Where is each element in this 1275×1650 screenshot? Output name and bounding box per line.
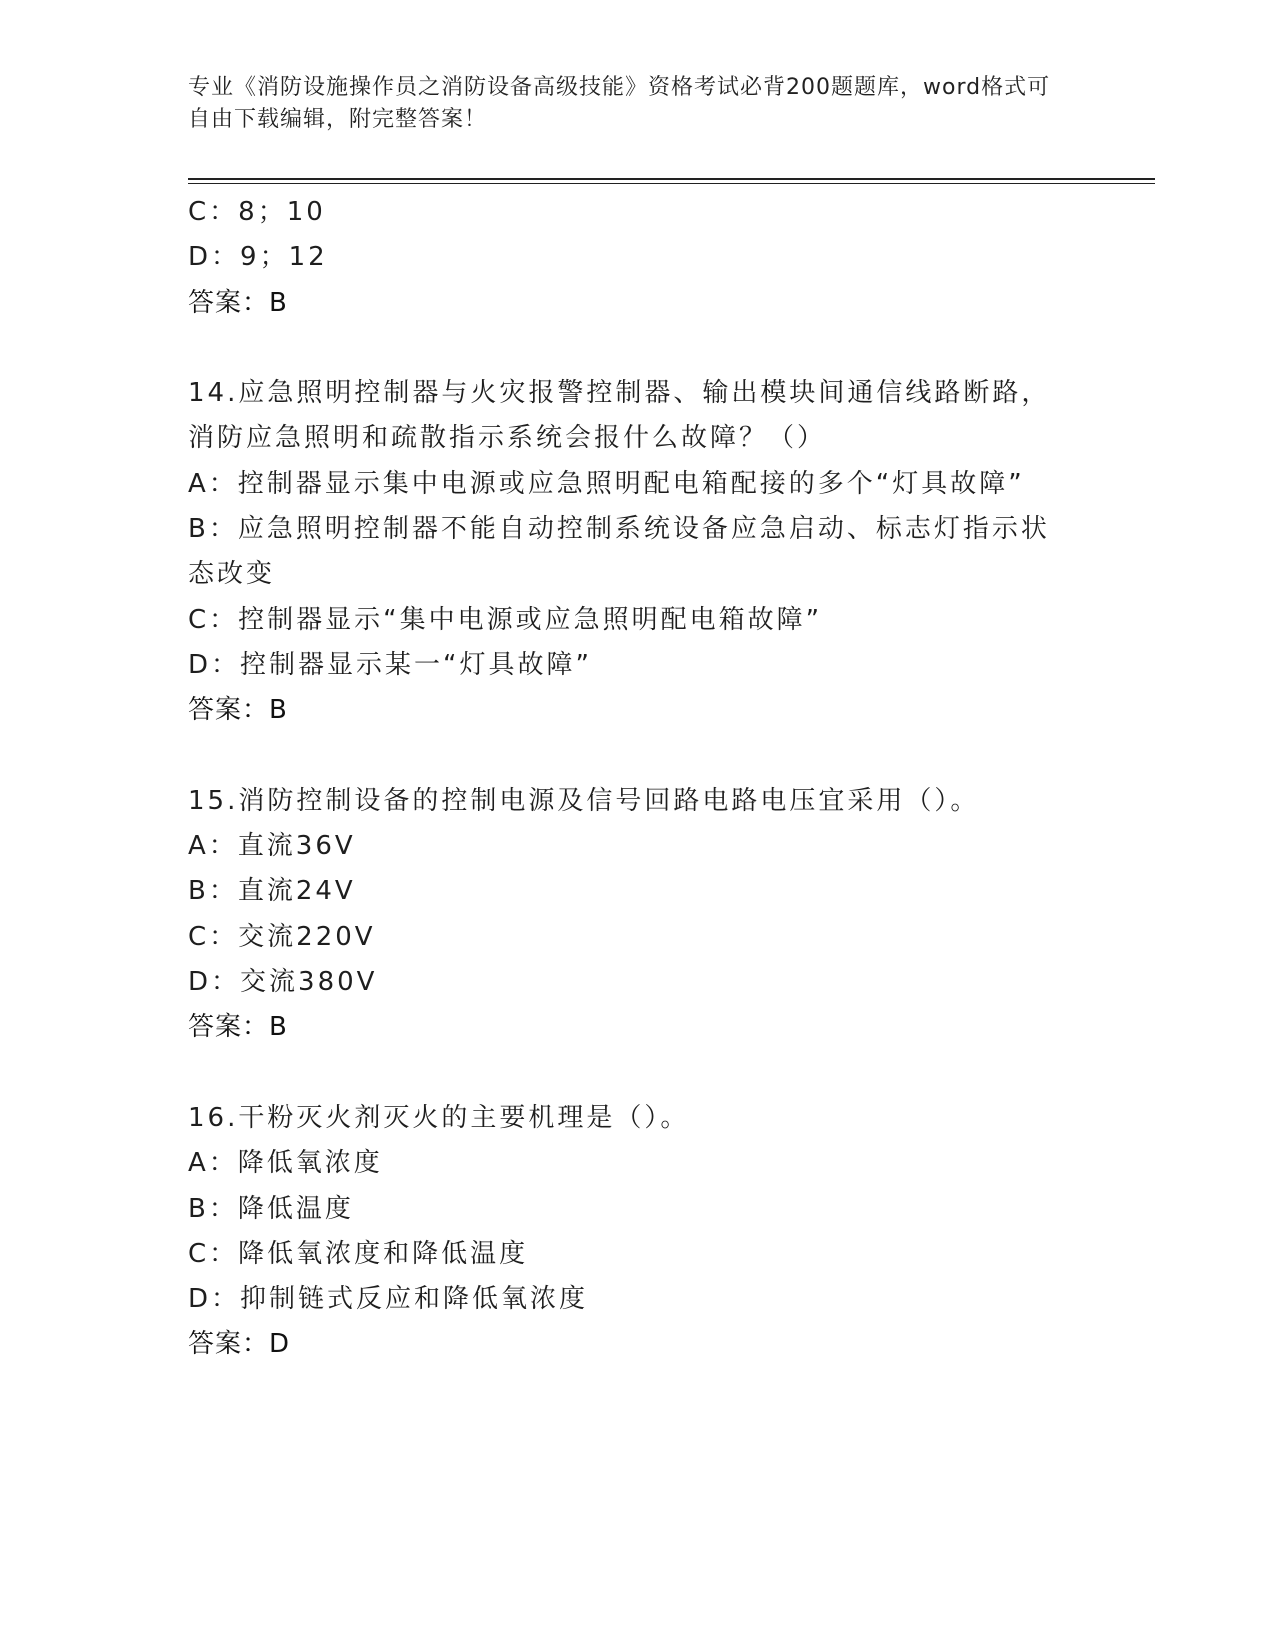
option-c: C：降低氧浓度和降低温度 (188, 1238, 529, 1269)
option-d: D：9；12 (188, 242, 328, 273)
question-block-15 (188, 779, 1088, 1051)
option-a: A：控制器显示集中电源或应急照明配电箱配接的多个“灯具故障” (188, 468, 1025, 499)
option-a: A：降低氧浓度 (188, 1148, 383, 1179)
option-c: C：控制器显示“集中电源或应急照明配电箱故障” (188, 604, 823, 635)
answer-line: 答案：D (188, 1329, 291, 1360)
option-d: D：抑制链式反应和降低氧浓度 (188, 1284, 589, 1315)
option-b: B：降低温度 (188, 1193, 354, 1224)
answer-line: 答案：B (188, 695, 288, 726)
header-rule-thick (188, 178, 1155, 180)
option-b: B：应急照明控制器不能自动控制系统设备应急启动、标志灯指示状态改变 (188, 514, 1050, 590)
spacer (188, 1051, 1088, 1096)
question-block-16 (188, 1096, 1088, 1368)
option-a: A：直流36V (188, 831, 356, 862)
spacer (188, 326, 1088, 371)
answer-line: 答案：B (188, 1012, 288, 1043)
answer-line: 答案：B (188, 287, 288, 318)
spacer (188, 734, 1088, 779)
option-d: D：交流380V (188, 967, 378, 998)
question-stem: 15.消防控制设备的控制电源及信号回路电路电压宜采用（）。 (188, 785, 980, 816)
option-b: B：直流24V (188, 876, 356, 907)
document-header: 专业《消防设施操作员之消防设备高级技能》资格考试必背200题题库，word格式可自由下载编辑，附完整答案！ (188, 75, 1051, 132)
option-d: D：控制器显示某一“灯具故障” (188, 649, 592, 680)
question-stem: 16.干粉灭火剂灭火的主要机理是（）。 (188, 1102, 690, 1133)
question-stem: 14.应急照明控制器与火灾报警控制器、输出模块间通信线路断路，消防应急照明和疏散指示系统会报什么故障？（） (188, 378, 1051, 454)
header-rule-thin (188, 183, 1155, 184)
option-c: C：8；10 (188, 197, 326, 227)
question-block-13 (188, 190, 1088, 326)
question-block-14 (188, 371, 1088, 733)
option-c: C：交流220V (188, 921, 376, 952)
document-body (188, 190, 1088, 1368)
